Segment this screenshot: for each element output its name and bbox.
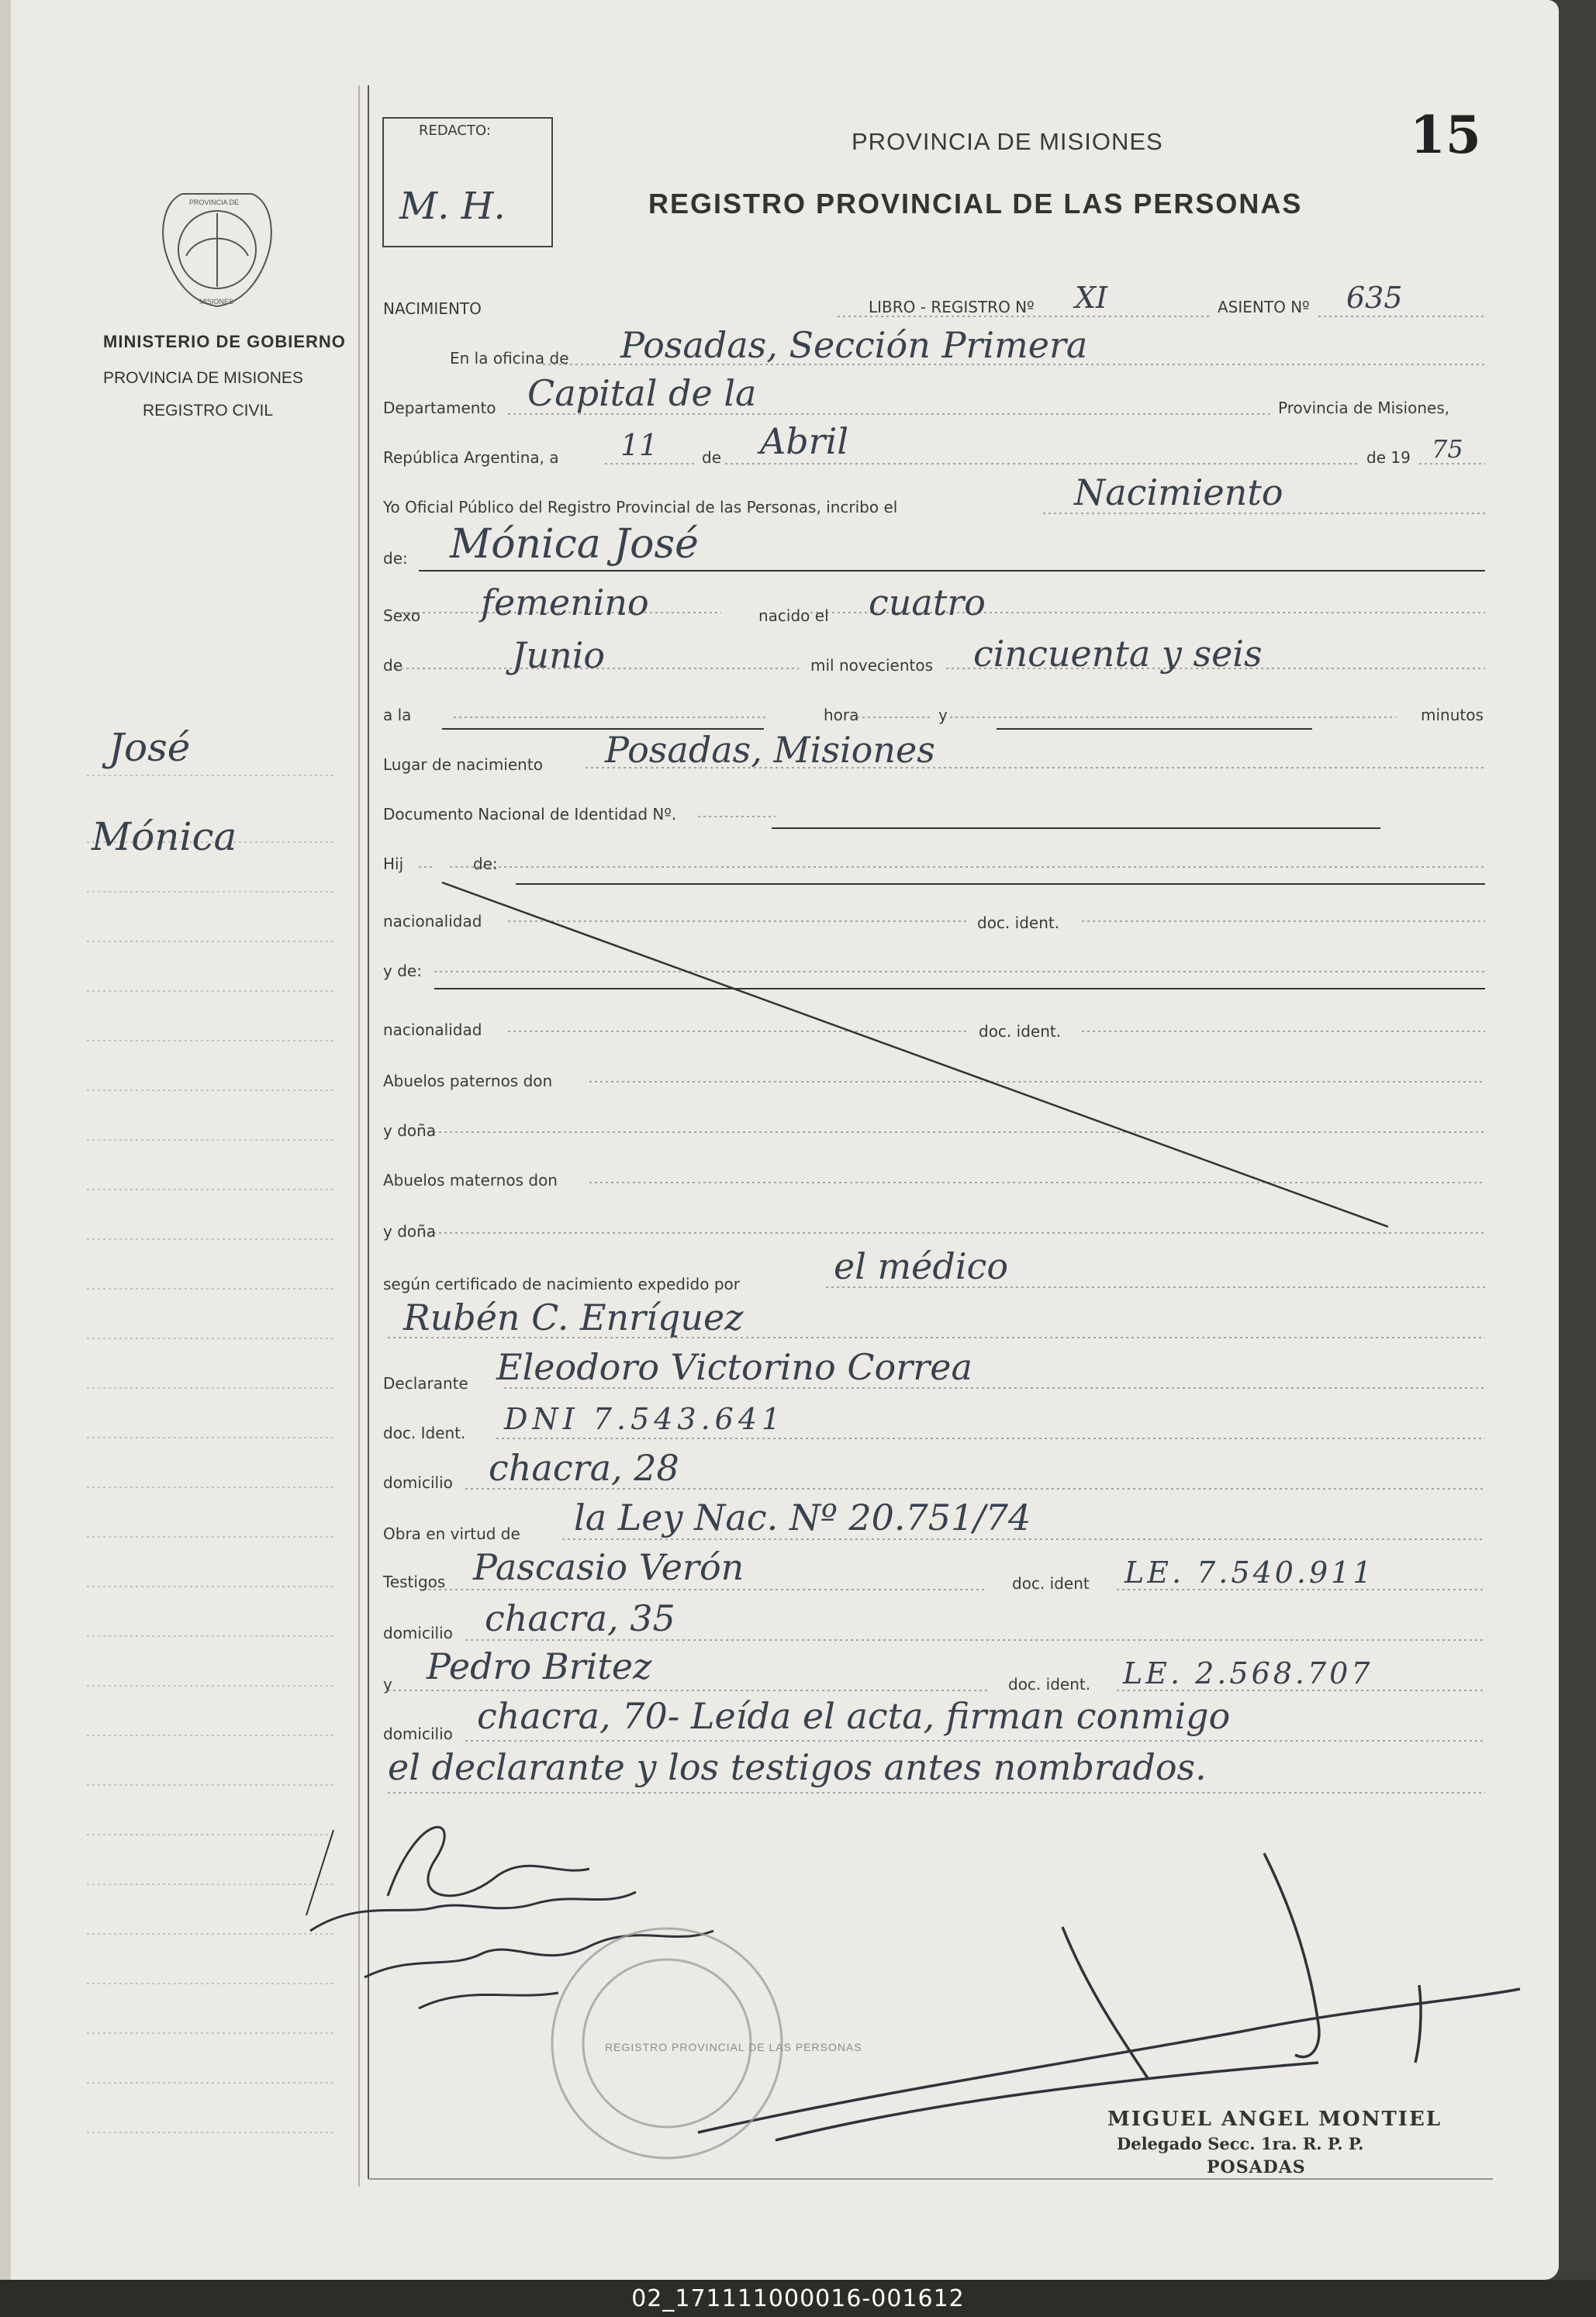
asiento-value: 635	[1346, 281, 1403, 315]
sidebar-registry-label: REGISTRO CIVIL	[143, 402, 274, 420]
republica-label: República Argentina, a	[383, 448, 559, 467]
docident-label: doc. ident.	[977, 913, 1060, 932]
margin-note-monica: Mónica	[92, 814, 237, 859]
docident4-value: LE. 7.540.911	[1124, 1556, 1375, 1590]
domicilio2-label: domicilio	[383, 1624, 453, 1642]
hora-label: hora	[824, 706, 859, 724]
official-city: POSADAS	[1207, 2157, 1306, 2177]
oficial-value: Nacimiento	[1074, 471, 1283, 513]
domicilio2-value: chacra, 35	[485, 1597, 675, 1639]
day-value: 11	[620, 428, 658, 462]
certificado-value: el médico	[834, 1245, 1009, 1287]
obra-value: la Ley Nac. Nº 20.751/74	[574, 1497, 1031, 1538]
year-label: de 19	[1366, 448, 1411, 467]
docident3-value: DNI 7.543.641	[504, 1402, 786, 1436]
margin-note-jose: José	[109, 725, 191, 770]
nacido-value: cuatro	[869, 582, 986, 623]
hij-de-label: de:	[473, 855, 498, 873]
ala-label: a la	[383, 706, 412, 724]
ministry-label: MINISTERIO DE GOBIERNO	[103, 332, 346, 351]
libro-value: XI	[1075, 281, 1108, 315]
ydona2-label: y doña	[383, 1222, 437, 1241]
sexo-label: Sexo	[383, 606, 421, 625]
name-value: Mónica José	[450, 521, 699, 568]
registry-title: REGISTRO PROVINCIAL DE LAS PERSONAS	[648, 188, 1303, 219]
provincia-label: Provincia de Misiones,	[1278, 399, 1450, 417]
testigos-label: Testigos	[383, 1573, 446, 1591]
seal-text-top: PROVINCIA DE	[189, 199, 240, 206]
oficial-label: Yo Oficial Público del Registro Provincial de las Personas, incribo el	[383, 498, 898, 516]
sexo-value: femenino	[481, 582, 649, 623]
domicilio-label: domicilio	[383, 1473, 453, 1492]
de2-label: de:	[383, 549, 408, 568]
de-label: de	[702, 448, 721, 467]
domicilio-value: chacra, 28	[489, 1447, 679, 1489]
declarante-value: Eleodoro Victorino Correa	[496, 1346, 972, 1388]
milnov-label: mil novecientos	[810, 656, 934, 675]
declarante-label: Declarante	[383, 1374, 468, 1393]
y2-label: y	[383, 1675, 392, 1694]
y-label: y	[938, 706, 948, 724]
departamento-value: Capital de la	[527, 372, 757, 414]
docident5-label: doc. ident.	[1008, 1675, 1091, 1694]
lugar-label: Lugar de nacimiento	[383, 755, 543, 774]
certificado-label: según certificado de nacimiento expedido por	[383, 1275, 740, 1293]
oficina-value: Posadas, Sección Primera	[620, 324, 1088, 366]
yde-label: y de:	[383, 962, 422, 980]
obra-label: Obra en virtud de	[383, 1525, 520, 1543]
abuelos-maternos-label: Abuelos maternos don	[383, 1171, 558, 1190]
image-id-label: 02_171111000016-001612	[631, 2285, 965, 2312]
closing-value: el declarante y los testigos antes nombrados.	[388, 1746, 1207, 1788]
docident2-label: doc. ident.	[979, 1022, 1062, 1041]
nacido-label: nacido el	[758, 606, 829, 625]
docident4-label: doc. ident	[1012, 1574, 1090, 1593]
official-title: Delegado Secc. 1ra. R. P. P.	[1117, 2134, 1364, 2153]
milnov-value: cincuenta y seis	[973, 633, 1263, 675]
year-value: 75	[1432, 434, 1463, 464]
birth-month-value: Junio	[512, 634, 606, 676]
oficina-label: En la oficina de	[450, 349, 569, 368]
libro-label: LIBRO - REGISTRO Nº	[869, 298, 1035, 316]
official-name: MIGUEL ANGEL MONTIEL	[1107, 2108, 1442, 2131]
sidebar-province-label: PROVINCIA DE MISIONES	[103, 369, 303, 387]
certificado-value2: Rubén C. Enríquez	[403, 1297, 744, 1338]
abuelos-paternos-label: Abuelos paternos don	[383, 1072, 553, 1090]
docident3-label: doc. Ident.	[383, 1424, 466, 1442]
seal-text-bottom: MISIONES	[199, 298, 234, 306]
nacionalidad-label: nacionalidad	[383, 912, 482, 931]
testigo2-value: Pedro Britez	[427, 1645, 652, 1687]
record-type-label: NACIMIENTO	[383, 299, 482, 318]
dni-label: Documento Nacional de Identidad Nº.	[383, 805, 677, 824]
hij-label: Hij	[383, 855, 404, 873]
ydona1-label: y doña	[383, 1121, 437, 1140]
province-heading: PROVINCIA DE MISIONES	[852, 128, 1163, 155]
docident5-value: LE. 2.568.707	[1123, 1656, 1373, 1690]
redacto-label: REDACTO:	[419, 123, 491, 139]
de3-label: de	[383, 656, 402, 675]
minutos-label: minutos	[1421, 706, 1484, 724]
page-number: 15	[1410, 105, 1481, 165]
departamento-label: Departamento	[383, 399, 496, 417]
testigo1-value: Pascasio Verón	[473, 1546, 744, 1588]
redacto-value: M. H.	[399, 185, 506, 228]
stamp-text: REGISTRO PROVINCIAL DE LAS PERSONAS	[605, 2041, 862, 2053]
nacionalidad2-label: nacionalidad	[383, 1020, 482, 1039]
domicilio3-value: chacra, 70- Leída el acta, firman conmigo	[477, 1695, 1231, 1737]
lugar-value: Posadas, Misiones	[605, 729, 935, 771]
domicilio3-label: domicilio	[383, 1725, 453, 1743]
asiento-label: ASIENTO Nº	[1218, 298, 1310, 316]
month-value: Abril	[760, 420, 849, 462]
